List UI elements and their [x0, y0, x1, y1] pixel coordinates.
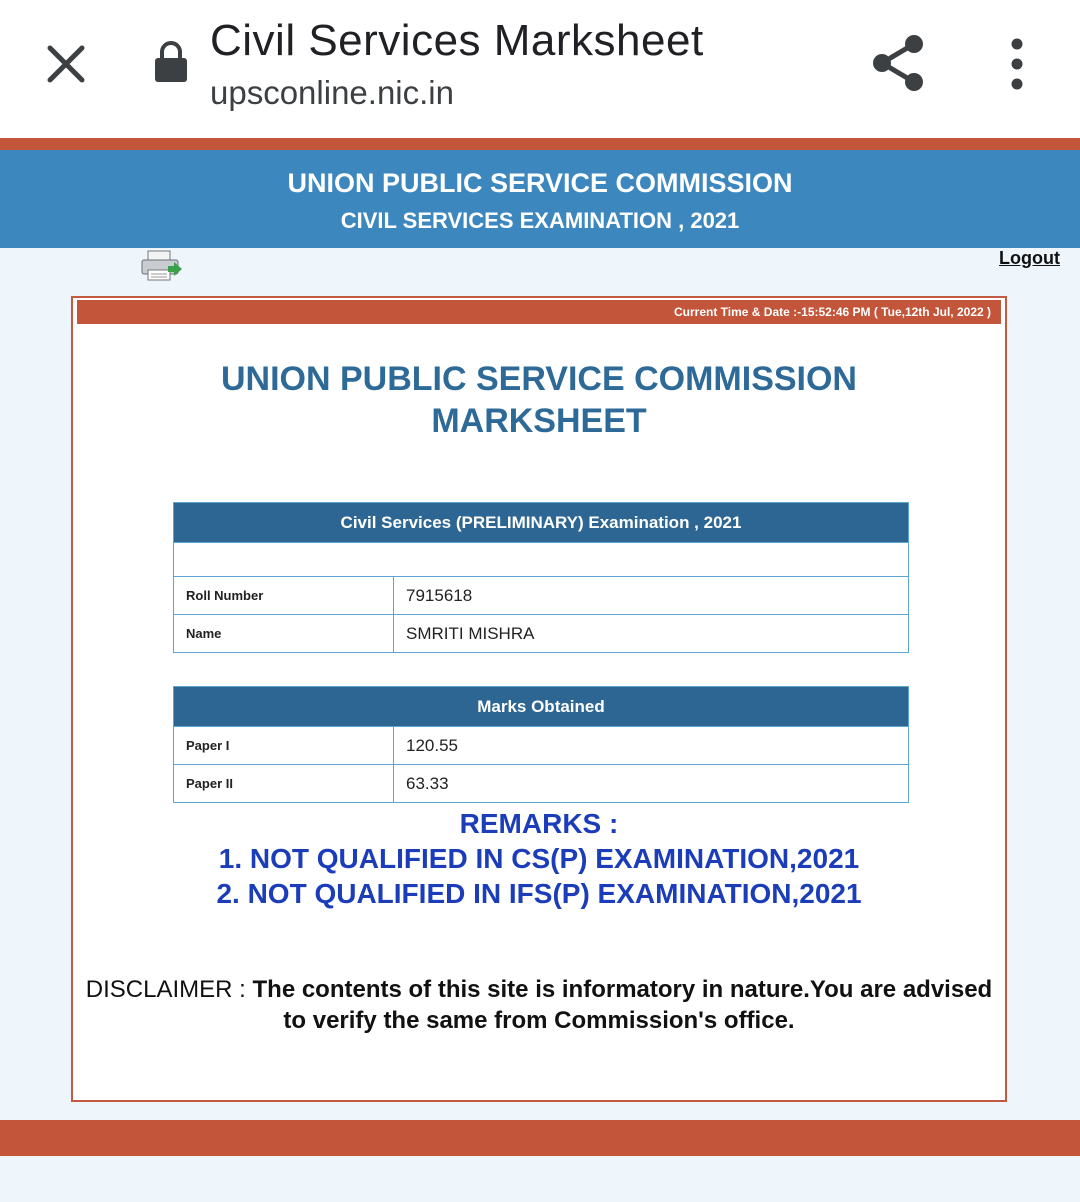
remark-line-1: 1. NOT QUALIFIED IN CS(P) EXAMINATION,2021: [218, 843, 860, 874]
roll-number-value: 7915618: [394, 577, 909, 615]
marksheet-title-line1: UNION PUBLIC SERVICE COMMISSION: [221, 360, 857, 398]
top-divider-strip: [0, 138, 1080, 150]
site-banner: [0, 150, 1080, 248]
browser-toolbar: [0, 0, 1080, 138]
marksheet-title-line2: MARKSHEET: [431, 402, 647, 440]
marksheet-title: [73, 358, 1005, 442]
disclaimer-label: DISCLAIMER :: [85, 976, 253, 1003]
banner-title: UNION PUBLIC SERVICE COMMISSION: [287, 168, 793, 198]
lock-icon[interactable]: [153, 40, 189, 84]
remark-line-2: 2. NOT QUALIFIED IN IFS(P) EXAMINATION,2021: [216, 878, 862, 909]
exam-header: Civil Services (PRELIMINARY) Examination , 2021: [174, 503, 909, 543]
marks-header: Marks Obtained: [174, 687, 909, 727]
remarks-heading: REMARKS :: [459, 808, 619, 839]
logout-link[interactable]: Logout: [999, 248, 1060, 268]
table-row: [174, 615, 909, 653]
paper2-label: Paper II: [174, 765, 394, 803]
candidate-table: [173, 502, 909, 653]
current-datetime: Current Time & Date :-15:52:46 PM ( Tue,12th Jul, 2022 ): [674, 305, 991, 319]
share-icon[interactable]: [868, 32, 930, 94]
marks-header-row: [174, 687, 909, 727]
table-row: [174, 765, 909, 803]
name-value: SMRITI MISHRA: [394, 615, 909, 653]
exam-header-row: [174, 503, 909, 543]
paper1-label: Paper I: [174, 727, 394, 765]
marks-table: [173, 686, 909, 803]
disclaimer: [81, 974, 997, 1036]
blank-cell: [174, 543, 909, 577]
url-text[interactable]: upsconline.nic.in: [210, 74, 454, 111]
marksheet-card: [71, 296, 1007, 1102]
printer-icon[interactable]: [140, 250, 184, 282]
card-header-bar: [77, 300, 1001, 324]
paper1-value: 120.55: [394, 727, 909, 765]
table-row: [174, 577, 909, 615]
roll-number-label: Roll Number: [174, 577, 394, 615]
banner-subtitle: CIVIL SERVICES EXAMINATION , 2021: [340, 208, 740, 233]
footer-strip: [0, 1120, 1080, 1156]
table-row: [174, 727, 909, 765]
blank-row: [174, 543, 909, 577]
paper2-value: 63.33: [394, 765, 909, 803]
disclaimer-text: The contents of this site is informatory in nature.You are advised to verify the same from Commission's office.: [252, 976, 993, 1034]
page-title[interactable]: Civil Services Marksheet: [210, 16, 704, 65]
close-icon[interactable]: [42, 40, 90, 88]
name-label: Name: [174, 615, 394, 653]
more-icon[interactable]: [1005, 38, 1029, 90]
